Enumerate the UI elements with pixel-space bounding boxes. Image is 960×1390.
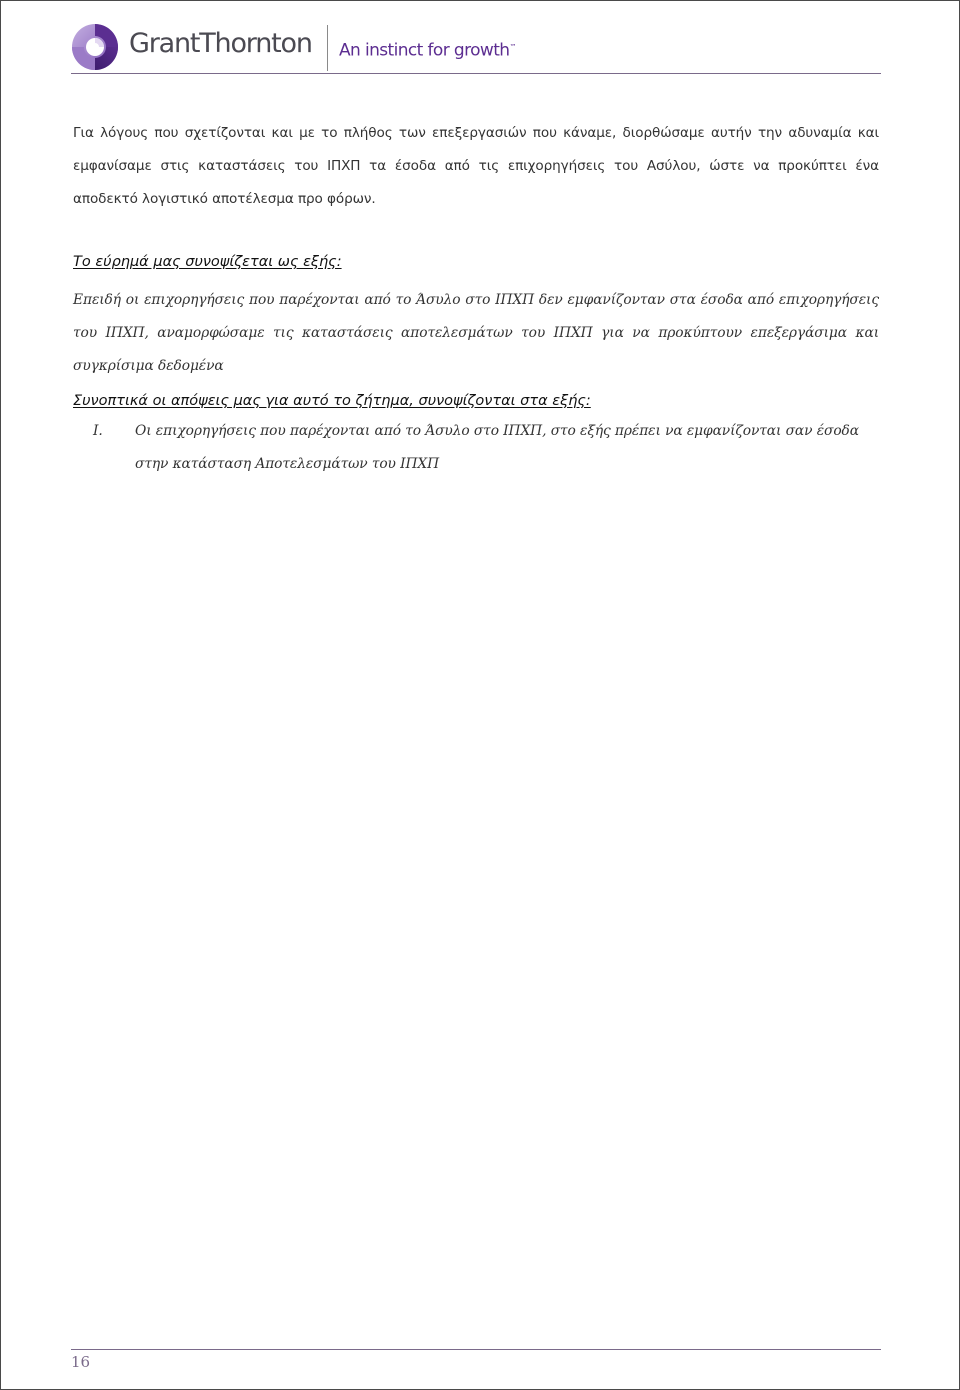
finding-heading [73,250,879,274]
list-item [73,415,879,481]
intro-paragraph: Για λόγους που σχετίζονται και με το πλήθος των επεξεργασιών που κάναμε, διορθώσαμε αυτήν την αδυναμία και εμφανίσαμε στις καταστάσεις του ΙΠΧΠ τα έσοδα από τις επιχορηγήσεις του Ασύλου, ώστε να προκύπτει ένα αποδεκτό λογιστικό αποτέλεσμα προ φόρων. [73,125,879,207]
finding-heading-text: Το εύρημά μας συνοψίζεται ως εξής: [73,254,342,270]
list-item-number: I. [93,423,103,439]
grant-thornton-logo-icon [71,23,119,71]
list-item-text: Οι επιχορηγήσεις που παρέχονται από το Άσυλο στο ΙΠΧΠ, στο εξής πρέπει να εμφανίζονται σαν έσοδα στην κατάσταση Αποτελεσμάτων του ΙΠΧΠ [135,423,859,472]
document-body [73,117,879,481]
page-number: 16 [71,1353,91,1371]
page-header [71,21,881,75]
brand-name: GrantThornton [129,28,312,59]
footer-rule [71,1349,881,1350]
summary-list [73,415,879,481]
summary-heading-text: Συνοπτικά οι απόψεις μας για αυτό το ζήτημα, συνοψίζονται στα εξής: [73,393,591,409]
finding-paragraph: Επειδή οι επιχορηγήσεις που παρέχονται από το Άσυλο στο ΙΠΧΠ δεν εμφανίζονταν στα έσοδα από επιχορηγήσεις του ΙΠΧΠ, αναμορφώσαμε τις καταστάσεις αποτελεσμάτων του ΙΠΧΠ για να προκύπτουν επεξεργάσιμα και συγκρίσιμα δεδομένα [73,292,879,374]
brand-tagline [339,36,516,62]
tagline-text: An instinct for growth [339,40,510,61]
summary-heading [73,389,879,413]
header-divider [327,25,328,71]
trademark-symbol: ™ [509,43,517,51]
header-rule [71,73,881,74]
